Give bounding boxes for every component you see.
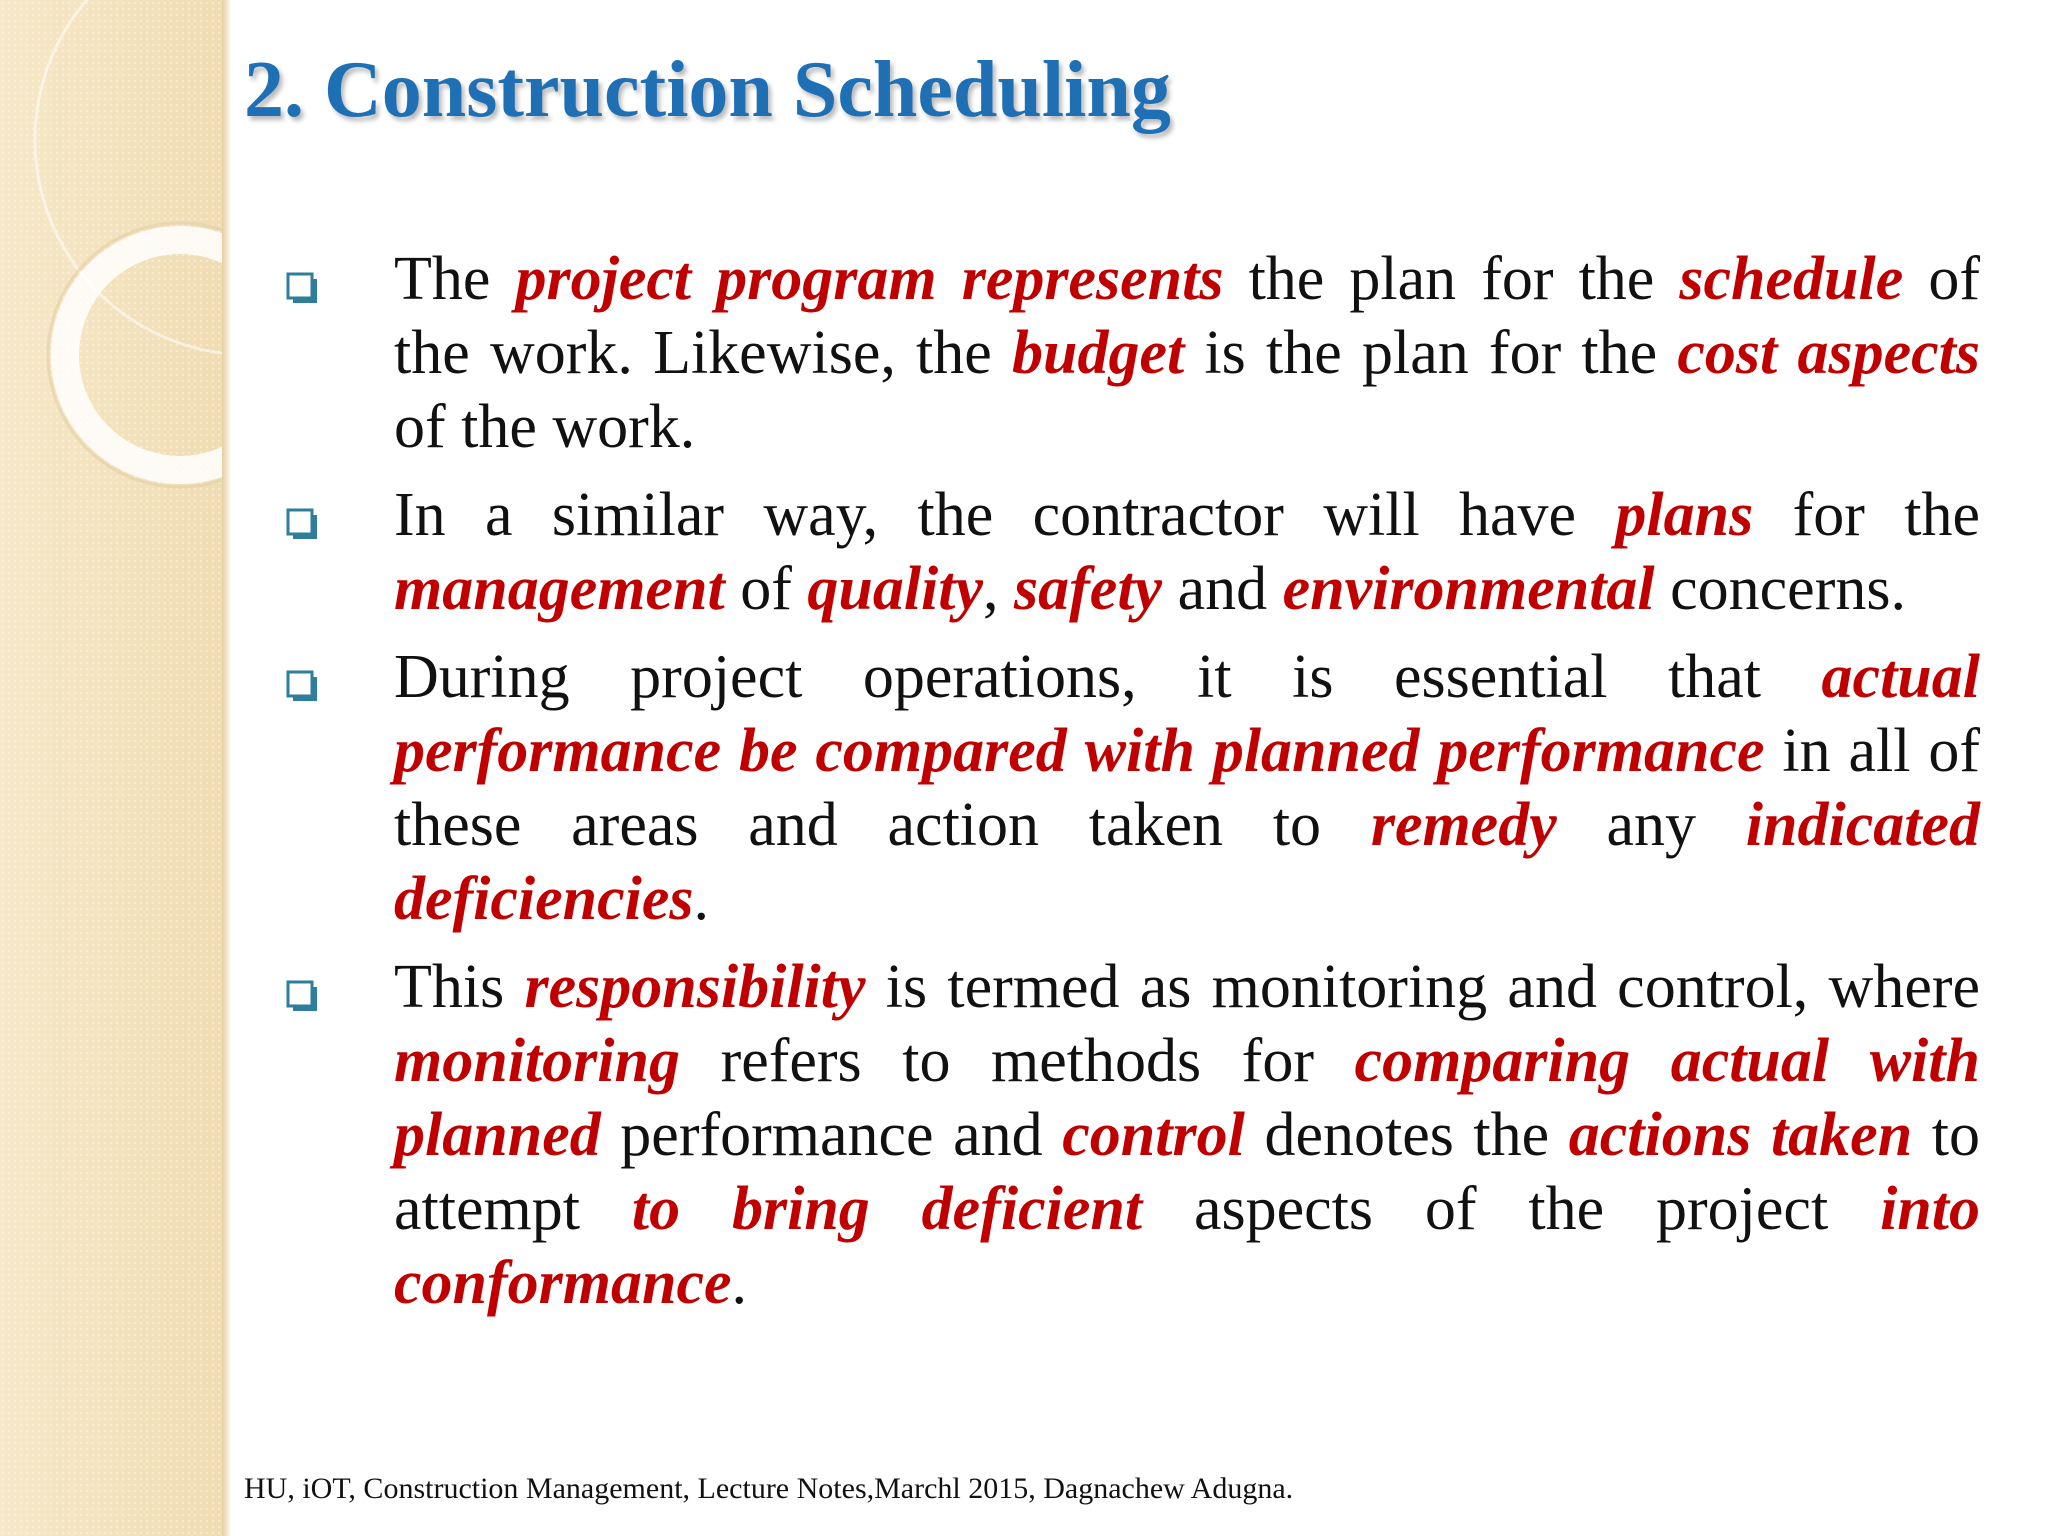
bullet-item — [280, 950, 1980, 1320]
body-text: This — [394, 953, 525, 1021]
highlighted-term: responsibility — [524, 953, 866, 1021]
body-text: is the plan for the — [1184, 319, 1678, 387]
highlighted-term: schedule — [1679, 245, 1904, 313]
body-text: , — [983, 555, 1015, 623]
body-text: refers to methods for — [680, 1027, 1355, 1095]
highlighted-term: actual performance be compared with planned performance — [394, 643, 1980, 785]
checkbox-bullet-icon — [284, 270, 320, 306]
highlighted-term: actions taken — [1568, 1101, 1913, 1169]
bullet-item — [280, 242, 1980, 464]
highlighted-term: into conformance — [394, 1175, 1980, 1317]
body-text: aspects of the project — [1142, 1175, 1881, 1243]
body-text: the plan for the — [1223, 245, 1680, 313]
highlighted-term: safety — [1014, 555, 1163, 623]
highlighted-term: monitoring — [394, 1027, 680, 1095]
highlighted-term: quality — [807, 555, 984, 623]
side-band-edge — [222, 0, 230, 1536]
body-text: . — [731, 1249, 748, 1317]
body-text: of — [724, 555, 808, 623]
body-text: is termed as monitoring and control, where — [865, 953, 1981, 1021]
slide-footer: HU, iOT, Construction Management, Lecture Notes,Marchl 2015, Dagnachew Adugna. — [244, 1472, 1294, 1505]
body-text: to attempt — [394, 1101, 1981, 1243]
bullet-item — [280, 478, 1980, 626]
body-text: denotes the — [1244, 1101, 1569, 1169]
highlighted-term: control — [1062, 1101, 1245, 1169]
highlighted-term: comparing actual with planned — [394, 1027, 1980, 1169]
slide-title: 2. Construction Scheduling — [244, 46, 1171, 134]
highlighted-term: management — [394, 555, 725, 623]
bullet-text — [394, 478, 1980, 626]
body-text: and — [1162, 555, 1283, 623]
side-decoration-band — [0, 0, 228, 1536]
highlighted-term: cost aspects — [1677, 319, 1980, 387]
bullet-text — [394, 950, 1980, 1320]
highlighted-term: plans — [1615, 481, 1754, 549]
bullet-text — [394, 640, 1980, 936]
highlighted-term: remedy — [1370, 791, 1557, 859]
checkbox-bullet-icon — [284, 978, 320, 1014]
body-text: in all of these areas and action taken to — [394, 717, 1980, 859]
body-text: In a similar way, the contractor will have — [394, 481, 1616, 549]
highlighted-term: environmental — [1282, 555, 1655, 623]
highlighted-term: budget — [1012, 319, 1185, 387]
bullet-item — [280, 640, 1980, 936]
body-text: The — [394, 245, 516, 313]
bullet-text — [394, 242, 1980, 464]
highlighted-term: project program represents — [515, 245, 1224, 313]
checkbox-bullet-icon — [284, 668, 320, 704]
body-text: for the — [1753, 481, 1980, 549]
body-text: of the work. — [394, 393, 696, 461]
body-text: . — [693, 865, 710, 933]
body-text: During project operations, it is essential that — [394, 643, 1822, 711]
highlighted-term: indicated deficiencies — [394, 791, 1980, 933]
decorative-rings — [0, 0, 228, 1536]
body-text: performance and — [600, 1101, 1063, 1169]
body-text: any — [1556, 791, 1746, 859]
body-text: concerns. — [1654, 555, 1906, 623]
bullet-list — [280, 242, 1980, 1334]
highlighted-term: to bring deficient — [631, 1175, 1143, 1243]
checkbox-bullet-icon — [284, 506, 320, 542]
body-text: of the work. Likewise, the — [394, 245, 1981, 387]
